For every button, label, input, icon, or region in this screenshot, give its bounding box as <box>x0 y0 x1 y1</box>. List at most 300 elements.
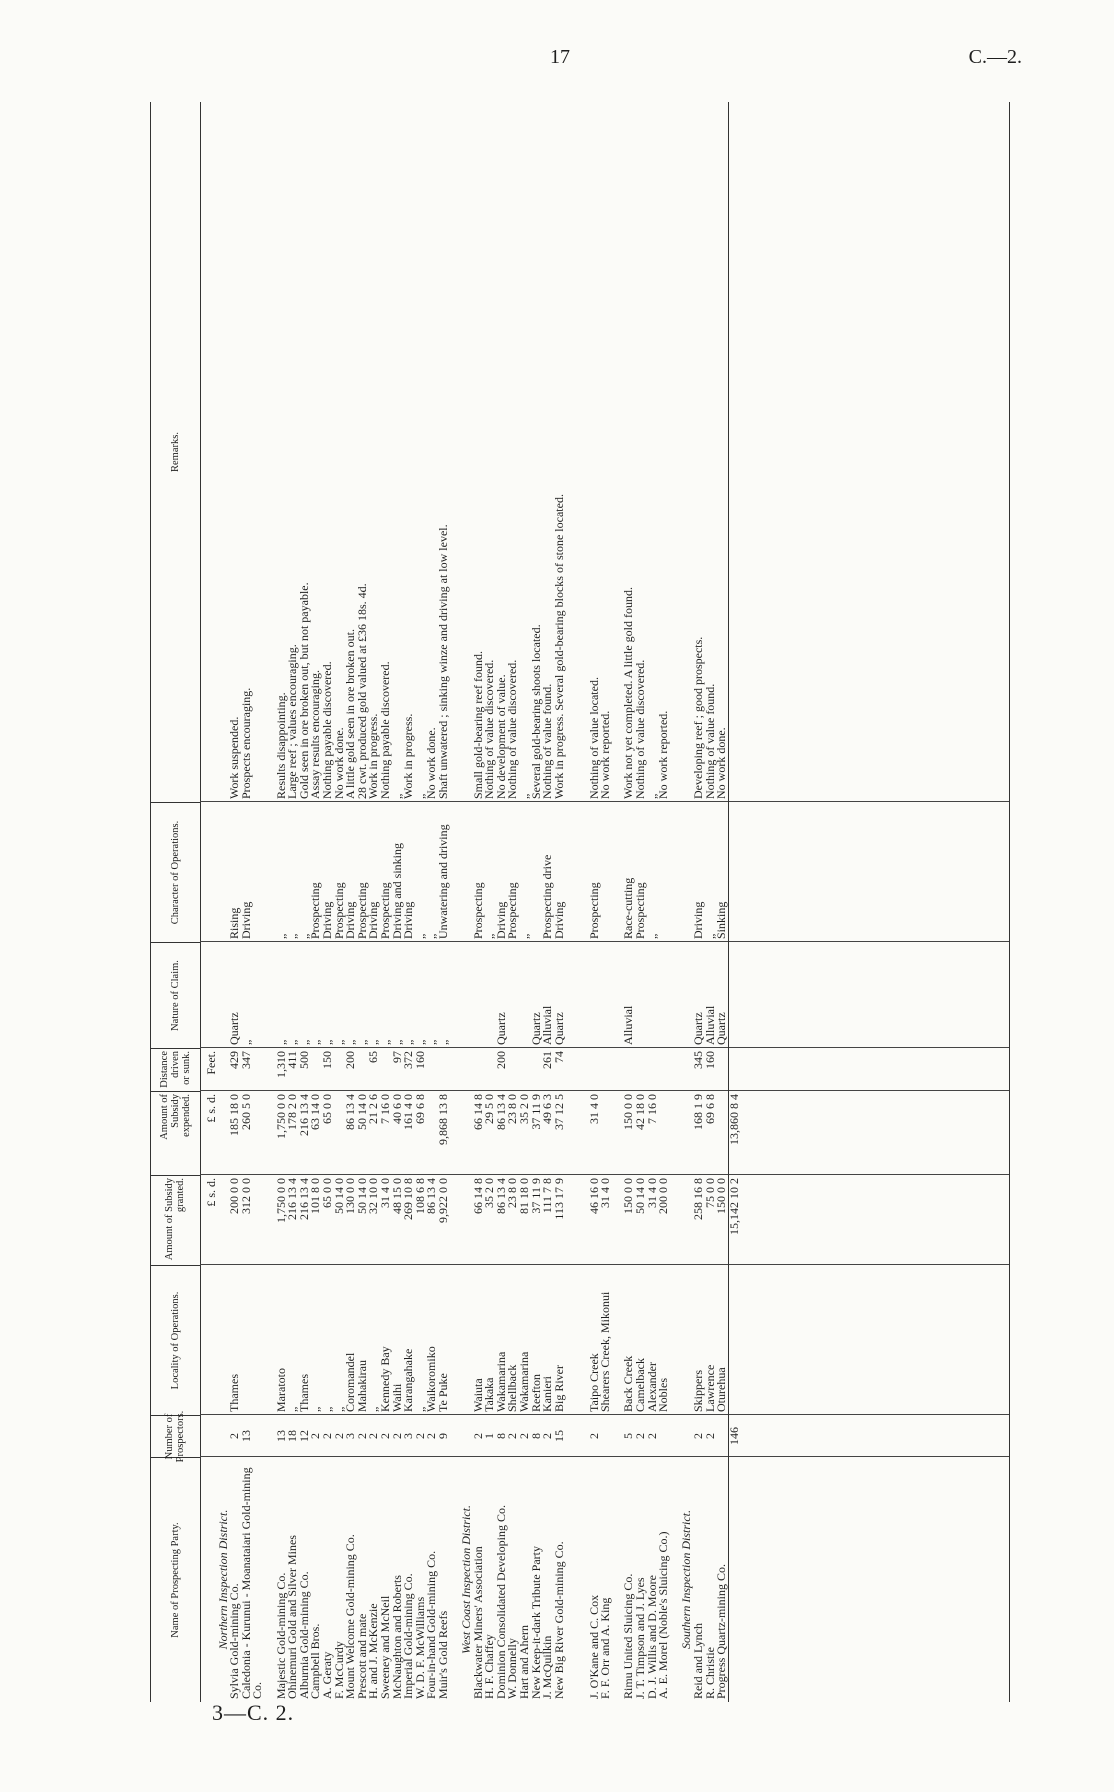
cell-claim: „ <box>296 1039 311 1045</box>
cell-expended: 7 16 0 <box>377 1094 392 1124</box>
cell-expended: 29 5 0 <box>482 1094 497 1124</box>
cell-remarks: Work in progress. <box>401 713 416 799</box>
cell-ops: Prospecting <box>470 882 485 939</box>
cell-remarks: A little gold seen in ore broken out. <box>343 629 358 799</box>
cell-party: H. and J. McKenzie <box>366 1603 381 1699</box>
cell-ops <box>658 802 670 942</box>
total-empty <box>729 1457 741 1702</box>
cell-remarks: Several gold-bearing shoots located. <box>528 624 543 799</box>
cell-party: Alburnia Gold-mining Co. <box>296 1571 311 1699</box>
cell-granted: 66 14 8 <box>470 1178 485 1214</box>
cell-locality: Waiuta <box>470 1378 485 1412</box>
cell-distance <box>507 1048 519 1091</box>
page-number: 17 <box>550 46 570 68</box>
cell-expended: 21 2 6 <box>366 1094 381 1124</box>
cell-num: 2 <box>412 1433 427 1439</box>
cell-expended: 168 1 9 <box>690 1094 705 1130</box>
cell-party: A. Geraty <box>319 1651 334 1699</box>
cell-remarks: Large reef ; values encouraging. <box>285 644 300 799</box>
table-row <box>600 102 623 1702</box>
units-row <box>206 102 218 1702</box>
cell-num: 12 <box>296 1430 311 1442</box>
cell-party: Sylvia Gold-mining Co. <box>227 1583 242 1699</box>
cell-num: 2 <box>377 1433 392 1439</box>
cell-distance <box>623 1048 635 1091</box>
cell-granted: 150 0 0 <box>714 1178 729 1214</box>
cell-remarks: Nothing payable discovered. <box>319 661 334 799</box>
cell-num: 2 <box>227 1433 242 1439</box>
cell-remarks: Nothing of value located. <box>586 677 601 799</box>
cell-granted: 1,750 0 0 <box>273 1178 288 1223</box>
cell-distance: 200 <box>493 1051 508 1069</box>
cell-num: 2 <box>505 1433 520 1439</box>
cell-num: 2 <box>366 1433 381 1439</box>
cell-party: Hart and Ahern <box>517 1625 532 1699</box>
cell-party: Caledonia - Kurunui - Moanataiari Gold-mining Co. <box>238 1467 265 1699</box>
table-row <box>238 102 265 1702</box>
cell-num: 13 <box>238 1430 253 1442</box>
cell-num: 9 <box>435 1433 450 1439</box>
cell-expended: 49 6 3 <box>540 1094 555 1124</box>
cell-granted: 31 4 0 <box>644 1178 659 1208</box>
cell-distance <box>647 1048 659 1091</box>
table-row <box>551 102 577 1702</box>
cell-num: 5 <box>621 1433 636 1439</box>
cell-num: 3 <box>343 1433 358 1439</box>
cell-party: A. E. Morel (Noble's Sluicing Co.) <box>656 1531 671 1699</box>
cell-ops: „ <box>412 933 427 939</box>
cell-claim: „ <box>389 1039 404 1045</box>
table-body <box>206 102 740 1702</box>
cell-granted: 312 0 0 <box>238 1178 253 1214</box>
cell-ops: Unwatering and driving <box>435 824 450 939</box>
cell-party: W. D. F. McWilliams <box>412 1596 427 1699</box>
cell-granted: 150 0 0 <box>621 1178 636 1214</box>
header-locality: Locality of Operations. <box>150 1265 200 1415</box>
cell-distance: 160 <box>702 1051 717 1069</box>
spacer-row <box>264 102 276 1702</box>
cell-distance: 97 <box>389 1051 404 1063</box>
cell-num: 15 <box>551 1430 566 1442</box>
cell-remarks: Results disappointing. <box>273 692 288 799</box>
cell-expended: 31 4 0 <box>586 1094 601 1124</box>
cell-remarks: Nothing of value discovered. <box>632 659 647 799</box>
header-expended: Amount of Subsidy expended. <box>150 1091 200 1175</box>
cell-distance: 160 <box>412 1051 427 1069</box>
cell-locality: Maratoto <box>273 1368 288 1412</box>
cell-granted: 216 13 4 <box>296 1178 311 1220</box>
cell-locality: Thames <box>296 1374 311 1412</box>
cell-num: 2 <box>319 1433 334 1439</box>
cell-num: 2 <box>702 1433 717 1439</box>
cell-party: Majestic Gold-mining Co. <box>273 1572 288 1699</box>
cell-expended <box>716 1091 728 1175</box>
table-row <box>658 102 670 1702</box>
totals-row <box>728 102 741 1702</box>
cell-distance <box>438 1048 450 1091</box>
cell-num: 2 <box>389 1433 404 1439</box>
cell-claim <box>589 942 601 1048</box>
cell-party: H. F. Chaffey <box>482 1634 497 1699</box>
cell-granted: 108 6 8 <box>412 1178 427 1214</box>
header-granted: Amount of Subsidy granted. <box>150 1175 200 1265</box>
cell-party: Rimu United Sluicing Co. <box>621 1573 636 1699</box>
cell-claim: „ <box>354 1039 369 1045</box>
cell-expended: 86 13 4 <box>343 1094 358 1130</box>
cell-claim <box>658 942 670 1048</box>
cell-granted: 23 8 0 <box>505 1178 520 1208</box>
cell-ops: Driving <box>551 901 566 939</box>
cell-distance <box>600 1048 623 1091</box>
cell-locality: Kanieri <box>540 1376 555 1412</box>
cell-party: R. Christie <box>702 1646 717 1699</box>
cell-num: 2 <box>424 1433 439 1439</box>
cell-granted: 50 14 0 <box>632 1178 647 1214</box>
cell-claim: „ <box>285 1039 300 1045</box>
units-distance: Feet. <box>204 1051 218 1075</box>
cell-granted: 86 13 4 <box>424 1178 439 1214</box>
cell-remarks: 28 cwt. produced gold valued at £36 18s. 4d. <box>354 583 369 799</box>
cell-party: New Keep-it-dark Tribute Party <box>528 1546 543 1699</box>
cell-party: F. F. Orr and A. King <box>598 1597 613 1699</box>
cell-locality: Alexander <box>644 1362 659 1412</box>
cell-ops: „ <box>273 933 288 939</box>
cell-granted: 50 14 0 <box>354 1178 369 1214</box>
cell-claim: „ <box>377 1039 392 1045</box>
table-row <box>632 102 647 1702</box>
cell-distance: 345 <box>690 1051 705 1069</box>
cell-num: 2 <box>470 1433 485 1439</box>
cell-expended: 37 11 9 <box>528 1094 543 1130</box>
cell-granted: 113 17 9 <box>551 1178 566 1220</box>
cell-locality: Lawrence <box>702 1364 717 1412</box>
cell-expended: 23 8 0 <box>505 1094 520 1124</box>
total-granted: 15,142 10 2 <box>726 1178 741 1235</box>
cell-party: Prescott and mate <box>354 1613 369 1699</box>
cell-party: Blackwater Miners' Association <box>470 1546 485 1699</box>
cell-ops: „ <box>482 933 497 939</box>
cell-remarks: Assay results encouraging. <box>308 670 323 799</box>
cell-granted: 200 0 0 <box>656 1178 671 1214</box>
cell-ops: „ <box>296 933 311 939</box>
cell-granted: 50 14 0 <box>331 1178 346 1214</box>
cell-party: J. T. Timpson and J. Lyes <box>632 1577 647 1699</box>
cell-distance <box>589 1048 601 1091</box>
cell-remarks: No work done. <box>714 727 729 799</box>
total-empty <box>729 942 741 1048</box>
cell-claim <box>507 942 519 1048</box>
cell-granted: 31 4 0 <box>377 1178 392 1208</box>
cell-distance <box>519 1048 531 1091</box>
cell-num: 1 <box>482 1433 497 1439</box>
cell-locality: Kennedy Bay <box>377 1346 392 1412</box>
cell-ops: Prospecting <box>377 882 392 939</box>
cell-locality: Wakamarina <box>493 1351 508 1412</box>
footer-code: 3—C. 2. <box>212 1700 295 1725</box>
cell-claim: „ <box>331 1039 346 1045</box>
cell-granted: 35 2 0 <box>482 1178 497 1208</box>
cell-num <box>658 1415 670 1457</box>
cell-expended: 42 18 0 <box>632 1094 647 1130</box>
cell-distance: 261 <box>540 1051 555 1069</box>
cell-num: 2 <box>690 1433 705 1439</box>
header-distance: Distance driven or sunk. <box>150 1048 200 1091</box>
cell-ops: Driving <box>343 901 358 939</box>
cell-granted: 81 18 0 <box>517 1178 532 1214</box>
cell-remarks: Work in progress. Several gold-bearing blocks of stone located. <box>551 494 566 799</box>
cell-ops: Prospecting <box>586 882 601 939</box>
table-row <box>586 102 601 1702</box>
cell-claim <box>473 942 485 1048</box>
cell-num: 2 <box>540 1433 555 1439</box>
cell-ops: Driving <box>238 901 253 939</box>
cell-distance: 65 <box>366 1051 381 1063</box>
cell-party: New Big River Gold-mining Co. <box>551 1541 566 1699</box>
cell-expended: 65 0 0 <box>319 1094 334 1124</box>
cell-expended: 40 6 0 <box>389 1094 404 1124</box>
cell-expended: 216 13 4 <box>296 1094 311 1136</box>
cell-claim: „ <box>435 1039 450 1045</box>
cell-remarks: Nothing of value found. <box>540 683 555 799</box>
cell-distance: 429 <box>227 1051 242 1069</box>
page-code: C.—2. <box>968 46 1022 68</box>
cell-granted: 269 10 8 <box>401 1178 416 1220</box>
cell-party: Ohinemuri Gold and Silver Mines <box>285 1535 300 1699</box>
cell-expended: 37 12 5 <box>551 1094 566 1130</box>
table-row <box>273 102 288 1702</box>
cell-claim: Quartz <box>690 1012 705 1045</box>
cell-party: F. McCurdy <box>331 1641 346 1699</box>
cell-distance: 200 <box>343 1051 358 1069</box>
cell-claim: „ <box>343 1039 358 1045</box>
cell-party: Campbell Bros. <box>308 1623 323 1699</box>
cell-num <box>600 1415 623 1457</box>
cell-num: 2 <box>644 1433 659 1439</box>
cell-ops: Driving and sinking <box>389 843 404 939</box>
cell-locality: Big River <box>551 1365 566 1412</box>
cell-expended: 260 5 0 <box>238 1094 253 1130</box>
cell-party: Dominion Consolidated Developing Co. <box>493 1505 508 1699</box>
cell-locality: Waihi <box>389 1383 404 1412</box>
table-row <box>690 102 705 1702</box>
cell-remarks: Developing reef ; good prospects. <box>690 636 705 799</box>
cell-locality: Mahakirau <box>354 1360 369 1412</box>
cell-expended: 66 14 8 <box>470 1094 485 1130</box>
header-remarks: Remarks. <box>169 432 181 472</box>
units-expended: £ s. d. <box>204 1094 218 1123</box>
cell-granted: 9,922 0 0 <box>435 1178 450 1223</box>
cell-distance: 411 <box>285 1051 300 1069</box>
cell-remarks: Work suspended. <box>227 716 242 799</box>
cell-ops: Sinking <box>714 901 729 939</box>
cell-distance <box>658 1048 670 1091</box>
cell-ops: Driving <box>493 901 508 939</box>
cell-remarks: Nothing of value discovered. <box>505 659 520 799</box>
cell-ops: Prospecting <box>331 882 346 939</box>
table-row <box>435 102 450 1702</box>
cell-ops: Prospecting drive <box>540 854 555 939</box>
cell-claim: Quartz <box>551 1012 566 1045</box>
cell-remarks: Small gold-bearing reef found. <box>470 651 485 799</box>
cell-claim: Quartz <box>227 1012 242 1045</box>
cell-ops: Prospecting <box>354 882 369 939</box>
subsidy-table-rotated <box>150 102 1010 1702</box>
cell-party: J. O'Kane and C. Cox <box>586 1594 601 1699</box>
cell-expended: 1,750 0 0 <box>273 1094 288 1139</box>
cell-ops <box>600 802 623 942</box>
cell-distance: 347 <box>238 1051 253 1069</box>
cell-remarks: No work done. <box>424 727 439 799</box>
cell-locality: Camelback <box>632 1358 647 1412</box>
cell-locality: Waikoromiko <box>424 1346 439 1412</box>
cell-claim: „ <box>238 1039 253 1045</box>
cell-locality: Karangahake <box>401 1348 416 1412</box>
cell-claim: Quartz <box>714 1012 729 1045</box>
cell-distance: 74 <box>551 1051 566 1063</box>
cell-num: 2 <box>632 1433 647 1439</box>
district-heading <box>215 102 230 1702</box>
cell-ops: Prospecting <box>632 882 647 939</box>
district-name: Southern Inspection District. <box>679 1510 694 1649</box>
cell-ops: Driving <box>319 901 334 939</box>
table-header <box>150 102 201 1702</box>
cell-granted: 86 13 4 <box>493 1178 508 1214</box>
cell-remarks: „ <box>644 793 659 799</box>
cell-ops: Driving <box>401 901 416 939</box>
cell-locality: „ <box>319 1406 334 1412</box>
cell-granted: 46 16 0 <box>586 1178 601 1214</box>
cell-locality: Thames <box>227 1374 242 1412</box>
cell-remarks: „ <box>389 793 404 799</box>
cell-claim: Quartz <box>528 1012 543 1045</box>
header-prospectors: Number of Prospectors. <box>150 1415 200 1457</box>
cell-locality: „ <box>366 1406 381 1412</box>
cell-ops: Race-cutting <box>621 877 636 939</box>
cell-locality: Coromandel <box>343 1352 358 1412</box>
cell-remarks: Work not yet completed. A little gold found. <box>621 586 636 799</box>
cell-locality: „ <box>412 1406 427 1412</box>
cell-expended <box>658 1091 670 1175</box>
cell-granted: 31 4 0 <box>598 1178 613 1208</box>
total-num: 146 <box>726 1427 741 1445</box>
cell-granted: 111 7 8 <box>540 1178 555 1214</box>
table-row <box>287 102 299 1702</box>
cell-remarks: No work reported. <box>598 710 613 799</box>
cell-distance <box>635 1048 647 1091</box>
table-row <box>644 102 659 1702</box>
cell-distance: 150 <box>319 1051 334 1069</box>
district-name: Northern Inspection District. <box>215 1509 230 1650</box>
cell-remarks: Gold seen in ore broken out, but not payable. <box>296 582 311 799</box>
cell-claim: „ <box>412 1039 427 1045</box>
cell-party: W. Donnelly <box>505 1638 520 1699</box>
cell-claim: Quartz <box>493 1012 508 1045</box>
cell-num <box>716 1415 728 1457</box>
cell-party: Muir's Gold Reefs <box>435 1610 450 1699</box>
total-empty <box>729 1048 741 1091</box>
cell-locality: Te Puke <box>435 1373 450 1412</box>
cell-granted: 48 15 0 <box>389 1178 404 1214</box>
cell-granted: 258 16 8 <box>690 1178 705 1220</box>
cell-expended: 50 14 0 <box>354 1094 369 1130</box>
cell-num: 2 <box>517 1433 532 1439</box>
cell-claim: Alluvial <box>621 1005 636 1045</box>
cell-granted: 216 13 4 <box>285 1178 300 1220</box>
cell-granted: 32 10 0 <box>366 1178 381 1214</box>
cell-ops: Driving <box>366 901 381 939</box>
cell-party: Mount Welcome Gold-mining Co. <box>343 1534 358 1699</box>
table-row <box>470 102 485 1702</box>
cell-expended: 69 6 8 <box>412 1094 427 1124</box>
cell-num: 8 <box>528 1433 543 1439</box>
cell-remarks: No development of value. <box>493 674 508 799</box>
cell-claim: „ <box>424 1039 439 1045</box>
cell-claim: „ <box>273 1039 288 1045</box>
cell-remarks: „ <box>517 793 532 799</box>
cell-ops: „ <box>702 933 717 939</box>
cell-distance: 372 <box>401 1051 416 1069</box>
cell-locality: Back Creek <box>621 1355 636 1412</box>
cell-claim: Alluvial <box>702 1005 717 1045</box>
header-operations: Character of Operations. <box>150 802 200 942</box>
cell-remarks: Shaft unwatered ; sinking winze and driving at low level. <box>435 524 450 799</box>
cell-ops: Driving <box>690 901 705 939</box>
cell-claim: „ <box>366 1039 381 1045</box>
table-row <box>519 102 531 1702</box>
cell-locality: Taipo Creek <box>586 1353 601 1412</box>
cell-granted: 101 8 0 <box>308 1178 323 1214</box>
cell-ops: „ <box>424 933 439 939</box>
cell-expended: 178 2 0 <box>285 1094 300 1130</box>
cell-ops: „ <box>644 933 659 939</box>
cell-claim: Alluvial <box>540 1005 555 1045</box>
cell-expended: 86 13 4 <box>493 1094 508 1130</box>
cell-expended: 185 18 0 <box>227 1094 242 1136</box>
cell-remarks: Nothing of value discovered. <box>482 659 497 799</box>
cell-distance: 500 <box>296 1051 311 1069</box>
cell-locality: „ <box>308 1406 323 1412</box>
total-empty <box>729 1265 741 1415</box>
cell-remarks: No work reported. <box>656 710 671 799</box>
cell-granted: 75 0 0 <box>702 1178 717 1208</box>
cell-granted: 130 0 0 <box>343 1178 358 1214</box>
cell-granted: 200 0 0 <box>227 1178 242 1214</box>
cell-distance <box>716 1048 728 1091</box>
cell-num: 8 <box>493 1433 508 1439</box>
cell-claim <box>647 942 659 1048</box>
cell-expended: 9,868 13 8 <box>435 1094 450 1145</box>
cell-ops: Prospecting <box>505 882 520 939</box>
cell-num: 2 <box>308 1433 323 1439</box>
cell-remarks: „ <box>412 793 427 799</box>
cell-ops: Prospecting <box>308 882 323 939</box>
cell-locality: Skippers <box>690 1370 705 1412</box>
cell-remarks: Nothing payable discovered. <box>377 661 392 799</box>
cell-locality: Reefton <box>528 1374 543 1412</box>
cell-claim: „ <box>401 1039 416 1045</box>
cell-expended: 161 4 0 <box>401 1094 416 1130</box>
cell-party: Reid and Lynch <box>690 1623 705 1699</box>
header-party: Name of Prospecting Party. <box>150 1457 200 1702</box>
header-claim: Nature of Claim. <box>150 942 200 1048</box>
total-expended: 13,860 8 4 <box>726 1094 741 1145</box>
cell-ops: „ <box>285 933 300 939</box>
cell-num: 3 <box>401 1433 416 1439</box>
cell-claim: „ <box>319 1039 334 1045</box>
cell-party: Sweeney and McNeil <box>377 1595 392 1699</box>
cell-granted: 65 0 0 <box>319 1178 334 1208</box>
cell-locality: „ <box>331 1406 346 1412</box>
